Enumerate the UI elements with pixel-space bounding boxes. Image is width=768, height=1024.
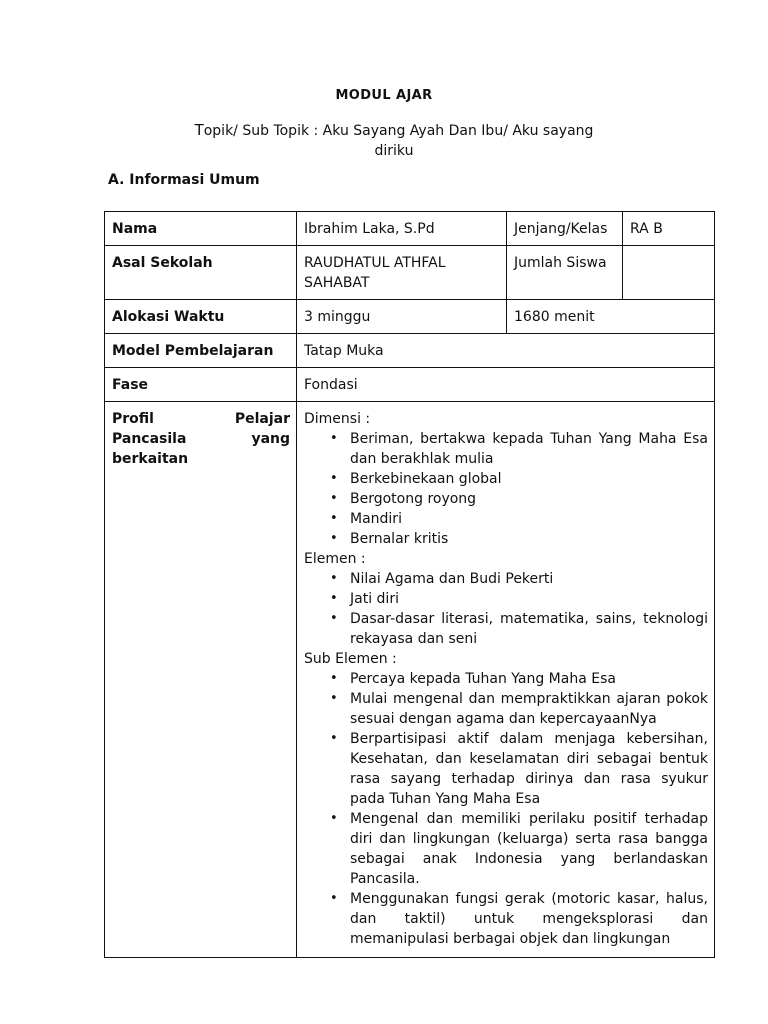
document-title: MODUL AJAR bbox=[335, 88, 433, 103]
list-item: • Berpartisipasi aktif dalam menjaga kebersihan, Kesehatan, dan keselamatan diri sebagai bentuk rasa sayang terhadap dirinya dan rasa syukur pada Tuhan Yang Maha Esa bbox=[304, 729, 708, 809]
fase-value: Fondasi bbox=[297, 368, 715, 402]
elemen-list bbox=[304, 569, 708, 649]
jenjang-value: RA B bbox=[623, 212, 715, 246]
elemen-label: Elemen : bbox=[304, 551, 366, 567]
jenjang-label: Jenjang/Kelas bbox=[507, 212, 623, 246]
topic-subtitle bbox=[184, 120, 604, 161]
list-item: • Bergotong royong bbox=[304, 489, 708, 509]
table-row bbox=[105, 246, 715, 300]
list-item: • Berkebinekaan global bbox=[304, 469, 708, 489]
profil-content-wrapper bbox=[304, 409, 708, 957]
table-row bbox=[105, 368, 715, 402]
profil-pelajar-label: Profil Pelajar Pancasila yang berkaitan bbox=[105, 402, 297, 958]
nama-label: Nama bbox=[105, 212, 297, 246]
list-item: • Nilai Agama dan Budi Pekerti bbox=[304, 569, 708, 589]
list-item: • Mengenal dan memiliki perilaku positif terhadap diri dan lingkungan (keluarga) serta rasa bangga sebagai anak Indonesia yang berlandaskan Pancasila. bbox=[304, 809, 708, 889]
dimensi-list bbox=[304, 429, 708, 549]
table-row bbox=[105, 402, 715, 958]
asal-sekolah-value: RAUDHATUL ATHFAL SAHABAT bbox=[297, 246, 507, 300]
list-item: • Mulai mengenal dan mempraktikkan ajaran pokok sesuai dengan agama dan kepercayaanNya bbox=[304, 689, 708, 729]
profil-pelajar-content bbox=[297, 402, 715, 958]
jumlah-siswa-label: Jumlah Siswa bbox=[507, 246, 623, 300]
alokasi-minutes-value: 1680 menit bbox=[507, 300, 715, 334]
sub-elemen-label: Sub Elemen : bbox=[304, 651, 397, 667]
list-item: • Menggunakan fungsi gerak (motoric kasar, halus, dan taktil) untuk mengeksplorasi dan memanipulasi berbagai objek dan lingkungan bbox=[304, 889, 708, 949]
section-heading: A. Informasi Umum bbox=[108, 172, 260, 188]
list-item: • Mandiri bbox=[304, 509, 708, 529]
alokasi-waktu-label: Alokasi Waktu bbox=[105, 300, 297, 334]
general-info-table bbox=[104, 211, 715, 958]
table-row bbox=[105, 334, 715, 368]
dimensi-label: Dimensi : bbox=[304, 411, 371, 427]
fase-label: Fase bbox=[105, 368, 297, 402]
model-pembelajaran-label: Model Pembelajaran bbox=[105, 334, 297, 368]
table-row bbox=[105, 300, 715, 334]
list-item: • Percaya kepada Tuhan Yang Maha Esa bbox=[304, 669, 708, 689]
list-item: • Jati diri bbox=[304, 589, 708, 609]
subtitle-text: opik/ Sub Topik : Aku Sayang Ayah Dan Ibu/ Aku sayang diriku bbox=[203, 123, 594, 159]
list-item: • Bernalar kritis bbox=[304, 529, 708, 549]
sub-elemen-list bbox=[304, 669, 708, 949]
list-item: • Dasar-dasar literasi, matematika, sains, teknologi rekayasa dan seni bbox=[304, 609, 708, 649]
asal-sekolah-label: Asal Sekolah bbox=[105, 246, 297, 300]
alokasi-waktu-value: 3 minggu bbox=[297, 300, 507, 334]
subtitle-initial: T bbox=[194, 121, 204, 139]
nama-value: Ibrahim Laka, S.Pd bbox=[297, 212, 507, 246]
model-pembelajaran-value: Tatap Muka bbox=[297, 334, 715, 368]
jumlah-siswa-value bbox=[623, 246, 715, 300]
list-item: • Beriman, bertakwa kepada Tuhan Yang Maha Esa dan berakhlak mulia bbox=[304, 429, 708, 469]
table-row bbox=[105, 212, 715, 246]
